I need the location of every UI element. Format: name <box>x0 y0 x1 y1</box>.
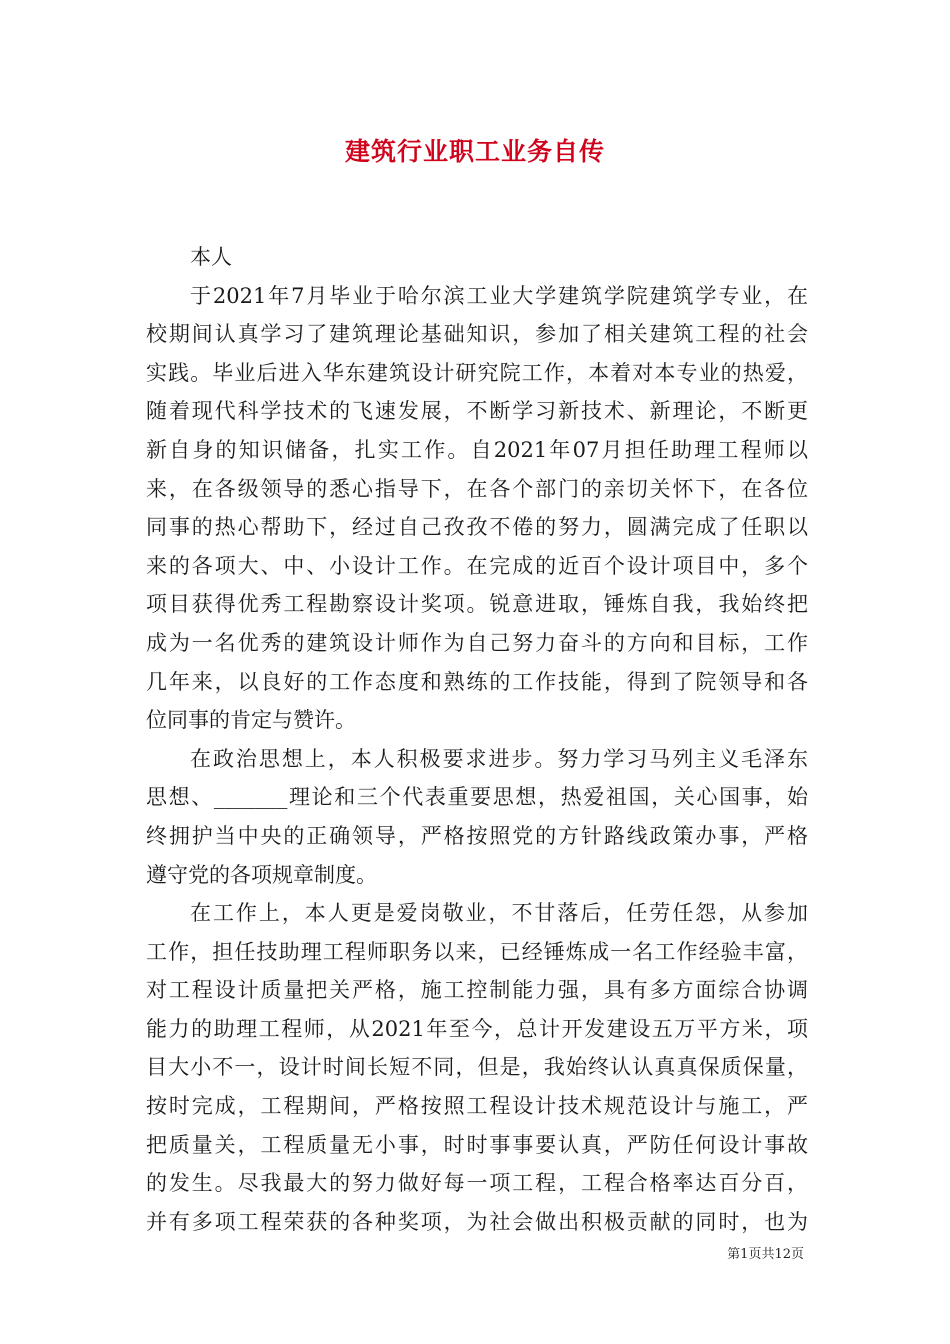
text-line: 在政治思想上，本人积极要求进步。努力学习马列主义毛泽东 <box>190 746 808 771</box>
text-line: 校期间认真学习了建筑理论基础知识，参加了相关建筑工程的社会 <box>146 322 808 347</box>
text-line: 随着现代科学技术的飞速发展，不断学习新技术、新理论，不断更 <box>146 399 808 424</box>
text-line: 本人 <box>190 245 232 269</box>
text-line: 遵守党的各项规章制度。 <box>146 862 377 887</box>
text-line: 思想、_______理论和三个代表重要思想，热爱祖国，关心国事，始 <box>146 785 808 810</box>
text-line: 目大小不一，设计时间长短不同，但是，我始终认认真真保质保量， <box>146 1055 808 1080</box>
text-line: 项目获得优秀工程勘察设计奖项。锐意进取，锤炼自我，我始终把 <box>146 592 808 617</box>
text-line: 能力的助理工程师，从2021年至今，总计开发建设五万平方米，项 <box>146 1016 808 1041</box>
text-line: 实践。毕业后进入华东建筑设计研究院工作，本着对本专业的热爱， <box>146 360 808 385</box>
text-line: 几年来，以良好的工作态度和熟练的工作技能，得到了院领导和各 <box>146 669 808 694</box>
text-line: 的发生。尽我最大的努力做好每一项工程，工程合格率达百分百， <box>146 1171 808 1196</box>
text-line: 来的各项大、中、小设计工作。在完成的近百个设计项目中，多个 <box>146 553 808 578</box>
text-line: 来，在各级领导的悉心指导下，在各个部门的亲切关怀下，在各位 <box>146 476 808 501</box>
text-line: 在工作上，本人更是爱岗敬业，不甘落后，任劳任怨，从参加 <box>190 901 808 926</box>
text-line: 按时完成，工程期间，严格按照工程设计技术规范设计与施工，严 <box>146 1094 808 1119</box>
text-line: 新自身的知识储备，扎实工作。自2021年07月担任助理工程师以 <box>146 437 808 462</box>
text-line: 成为一名优秀的建筑设计师作为自己努力奋斗的方向和目标，工作 <box>146 630 808 655</box>
text-line: 同事的热心帮助下，经过自己孜孜不倦的努力，圆满完成了任职以 <box>146 515 808 540</box>
text-line: 对工程设计质量把关严格，施工控制能力强，具有多方面综合协调 <box>146 978 808 1003</box>
document-body <box>146 238 808 1241</box>
text-line: 于2021年7月毕业于哈尔滨工业大学建筑学院建筑学专业，在 <box>190 283 808 308</box>
text-line: 位同事的肯定与赞许。 <box>146 708 356 733</box>
text-line: 把质量关，工程质量无小事，时时事事要认真，严防任何设计事故 <box>146 1132 808 1157</box>
page-number: 第1页共12页 <box>727 1247 804 1262</box>
document-title: 建筑行业职工业务自传 <box>344 137 605 166</box>
text-line: 终拥护当中央的正确领导，严格按照党的方针路线政策办事，严格 <box>146 823 808 848</box>
text-line: 工作，担任技助理工程师职务以来，已经锤炼成一名工作经验丰富， <box>146 939 808 964</box>
text-line: 并有多项工程荣获的各种奖项，为社会做出积极贡献的同时，也为 <box>146 1209 808 1234</box>
